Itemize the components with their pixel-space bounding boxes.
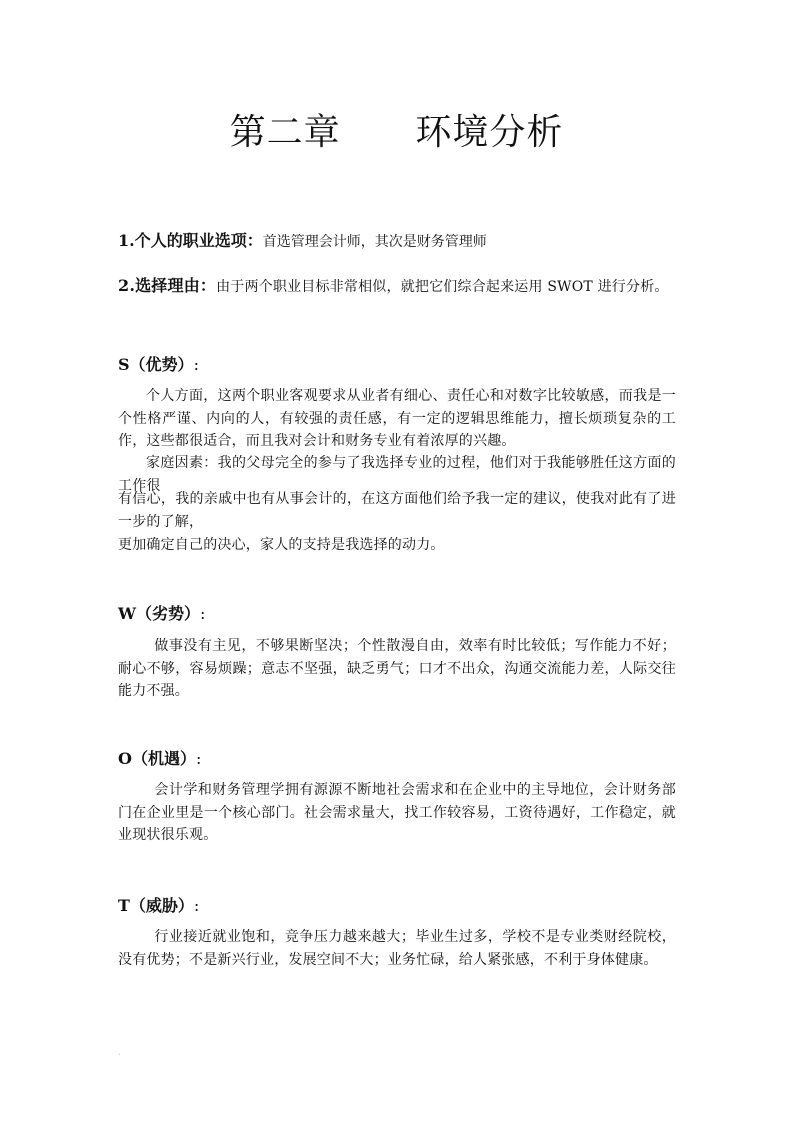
strengths-heading-colon: : xyxy=(193,355,199,374)
strengths-paragraph-4: 更加确定自己的决心，家人的支持是我选择的动力。 xyxy=(118,537,445,553)
strengths-heading xyxy=(118,354,199,376)
strengths-paragraph-3: 有信心，我的亲戚中也有从事会计的，在这方面他们给予我一定的建议，使我对此有了进一步的了解， xyxy=(118,491,676,530)
weaknesses-heading-text: W（劣势） xyxy=(118,604,200,623)
reason-label: 2.选择理由： xyxy=(118,276,217,295)
page-corner-mark: · xyxy=(118,1050,122,1061)
opportunities-heading-text: O（机遇） xyxy=(118,749,196,768)
weaknesses-paragraph: 做事没有主见，不够果断坚决；个性散漫自由，效率有时比较低；写作能力不好；耐心不够，容易烦躁；意志不坚强，缺乏勇气；口才不出众，沟通交流能力差，人际交往能力不强。 xyxy=(118,638,676,699)
opportunities-paragraph: 会计学和财务管理学拥有源源不断地社会需求和在企业中的主导地位，会计财务部门在企业里是一个核心部门。社会需求量大，找工作较容易，工资待遇好，工作稳定，就业现状很乐观。 xyxy=(118,782,676,843)
strengths-paragraph-2: 家庭因素：我的父母完全的参与了我选择专业的过程，他们对于我能够胜任这方面的工作很 xyxy=(118,455,676,494)
career-option-label: 1.个人的职业选项： xyxy=(118,231,263,250)
opportunities-heading-colon: : xyxy=(195,749,202,768)
reason-line xyxy=(118,272,676,301)
career-option-text: 首选管理会计师，其次是财务管理师 xyxy=(262,234,487,250)
career-option-line xyxy=(118,230,678,253)
page-title: 第二章 环境分析 xyxy=(229,112,564,153)
opportunities-heading xyxy=(118,748,201,770)
threats-paragraph: 行业接近就业饱和，竞争压力越来越大；毕业生过多，学校不是专业类财经院校，没有优势；不是新兴行业，发展空间不大；业务忙碌，给人紧张感，不利于身体健康。 xyxy=(118,929,676,968)
threats-heading-text: T（威胁） xyxy=(118,896,194,915)
threats-heading-colon: : xyxy=(193,896,200,915)
threats-heading xyxy=(118,895,199,917)
strengths-paragraph-1: 个人方面，这两个职业客观要求从业者有细心、责任心和对数字比较敏感，而我是一个性格严谨、内向的人，有较强的责任感，有一定的逻辑思维能力，擅长烦琐复杂的工作，这些都很适合，而且我对会计和财务专业有着浓厚的兴趣。 xyxy=(118,388,676,449)
strengths-heading-text: S（优势） xyxy=(118,355,194,374)
weaknesses-heading-colon: : xyxy=(199,604,206,623)
reason-text: 由于两个职业目标非常相似，就把它们综合起来运用 SWOT 进行分析。 xyxy=(216,279,669,295)
weaknesses-heading xyxy=(118,603,205,625)
